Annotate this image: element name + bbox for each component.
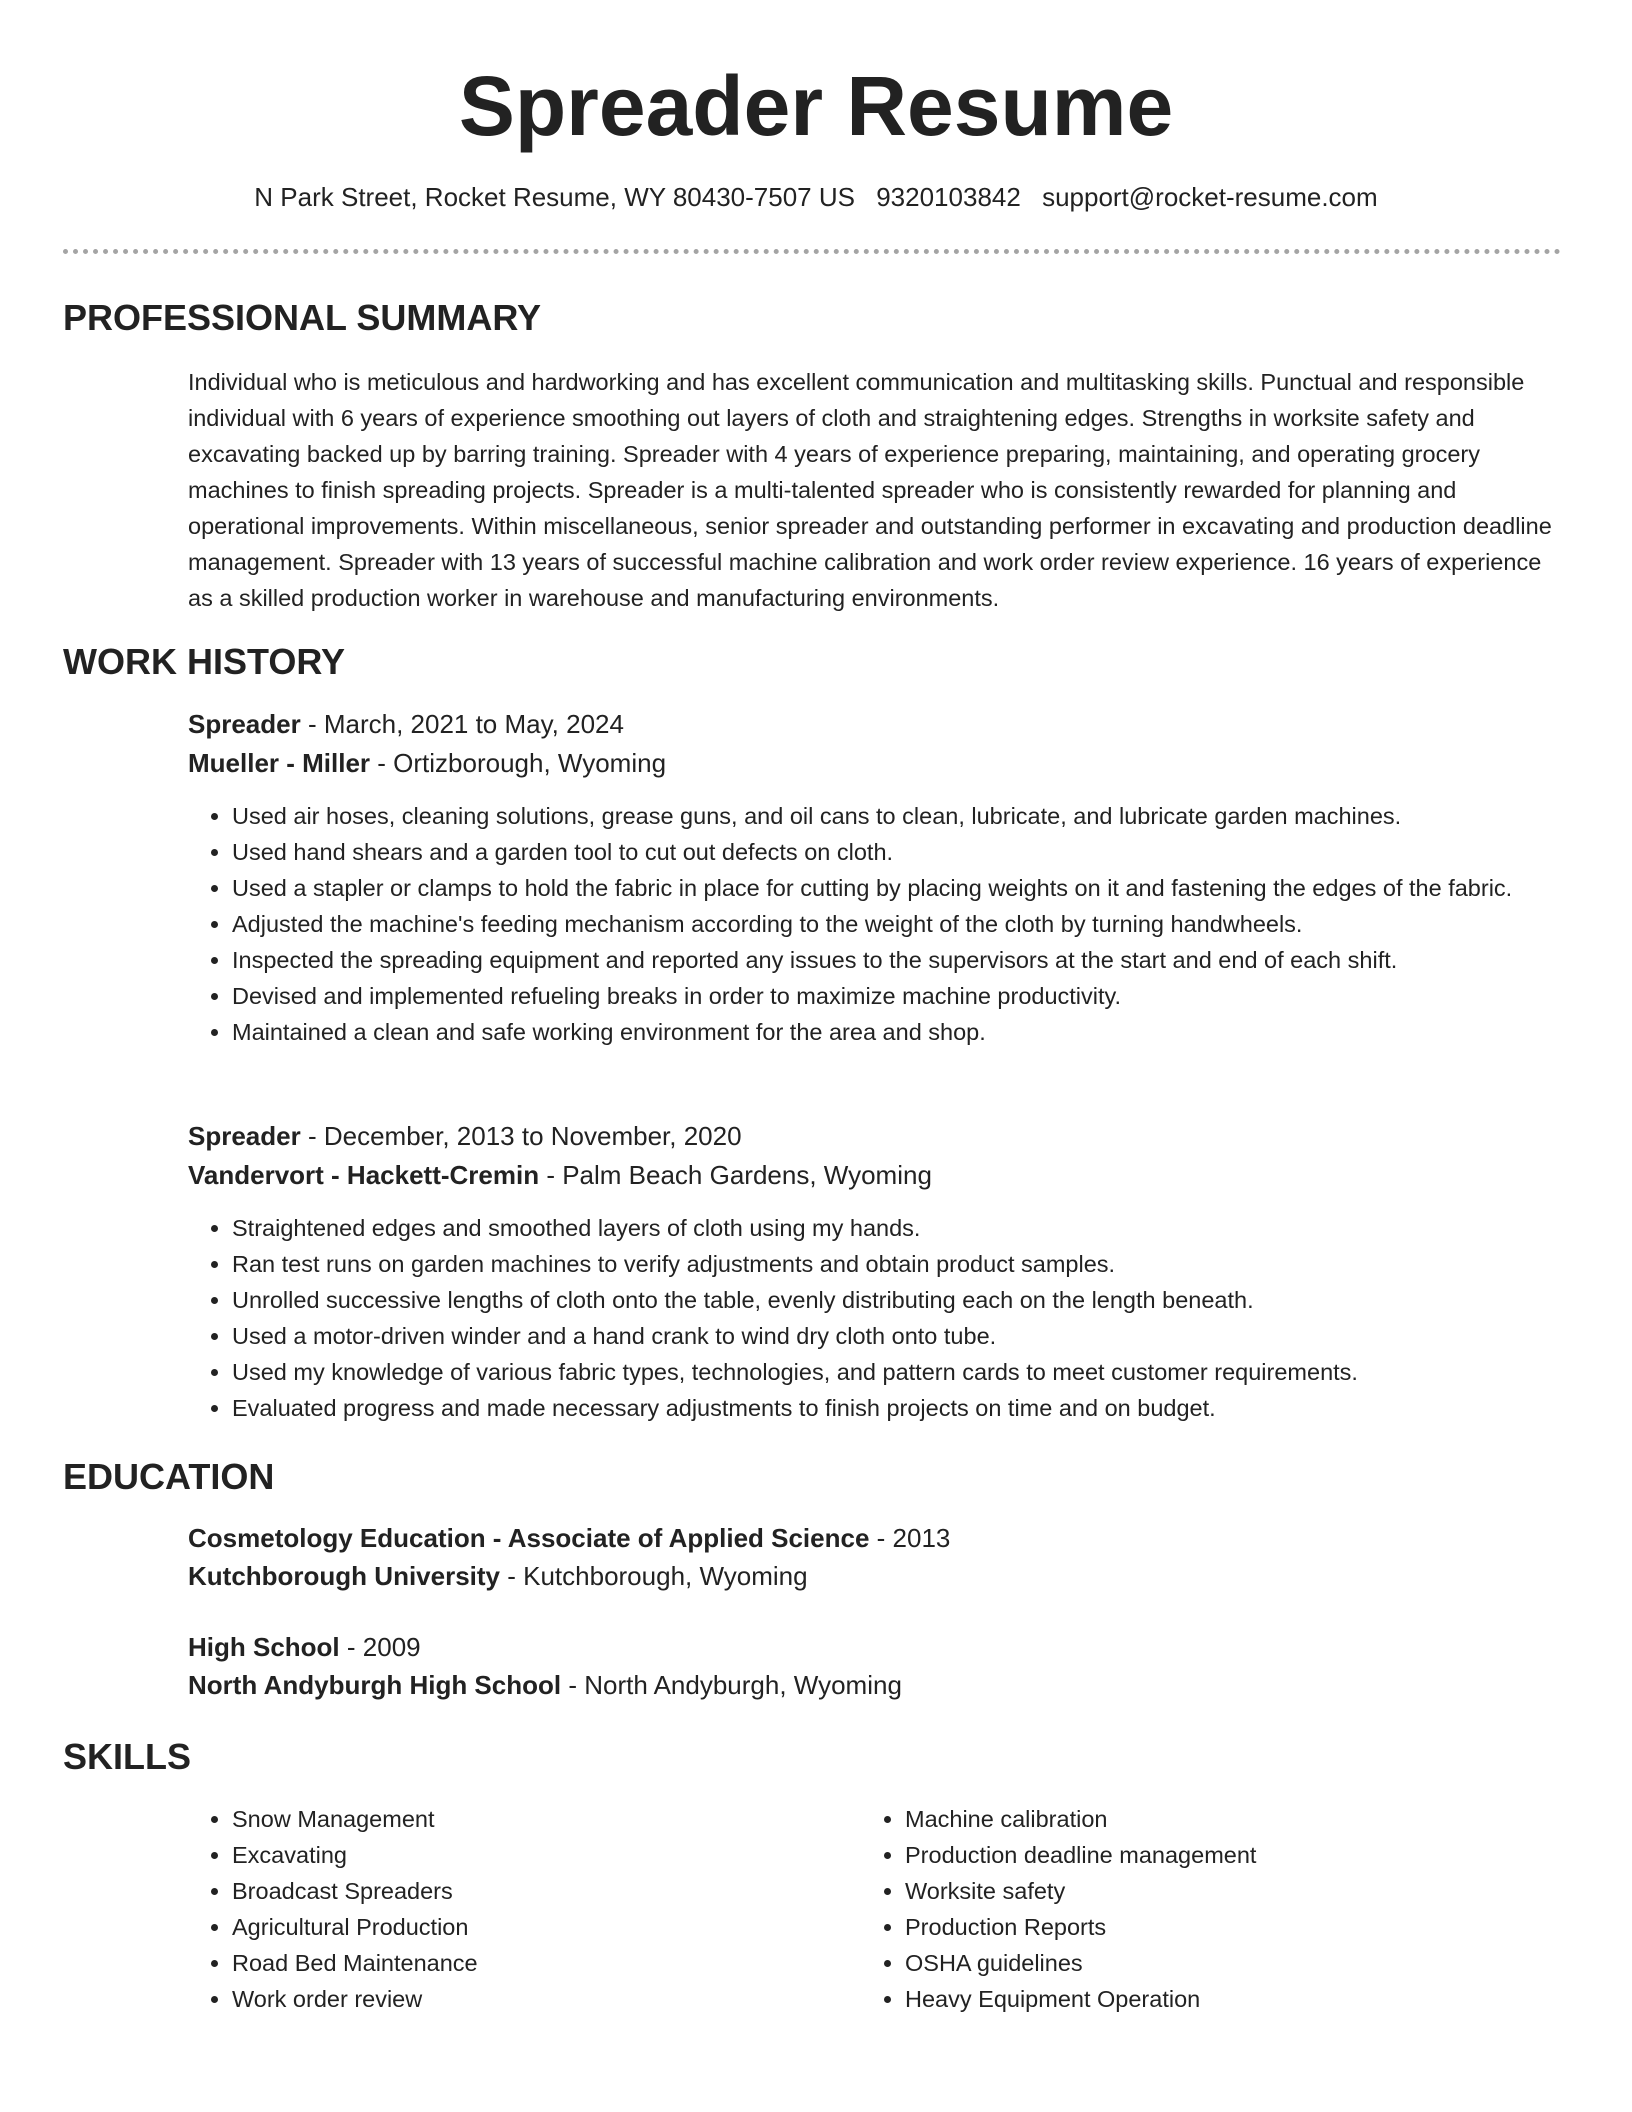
list-item: • Devised and implemented refueling breaks in order to maximize machine productivity. bbox=[232, 978, 1604, 1014]
education-location: - Kutchborough, Wyoming bbox=[500, 1561, 808, 1591]
job-location: - Ortizborough, Wyoming bbox=[370, 748, 667, 778]
list-item: • Excavating bbox=[232, 1837, 792, 1873]
list-item: • Adjusted the machine's feeding mechanism according to the weight of the cloth by turning handwheels. bbox=[232, 906, 1604, 942]
address-text: N Park Street, Rocket Resume, WY 80430-7507 US bbox=[254, 182, 855, 212]
education-degree-line bbox=[188, 1630, 421, 1664]
list-item: • OSHA guidelines bbox=[905, 1945, 1465, 1981]
education-school-line bbox=[188, 1559, 808, 1593]
list-item: • Used my knowledge of various fabric types, technologies, and pattern cards to meet customer requirements. bbox=[232, 1354, 1604, 1390]
page-title: Spreader Resume bbox=[458, 59, 1174, 153]
list-item: • Road Bed Maintenance bbox=[232, 1945, 792, 1981]
list-item: • Snow Management bbox=[232, 1801, 792, 1837]
phone-text: 9320103842 bbox=[876, 182, 1021, 212]
list-item: • Production Reports bbox=[905, 1909, 1465, 1945]
job-title: Spreader bbox=[188, 1121, 301, 1151]
contact-line bbox=[0, 180, 1632, 214]
header-divider bbox=[63, 249, 1561, 254]
section-heading-work-history: WORK HISTORY bbox=[63, 641, 346, 682]
list-item: • Used a stapler or clamps to hold the fabric in place for cutting by placing weights on it and fastening the edges of the fabric. bbox=[232, 870, 1604, 906]
list-item: • Used hand shears and a garden tool to cut out defects on cloth. bbox=[232, 834, 1604, 870]
education-year: - 2009 bbox=[339, 1632, 421, 1662]
list-item: • Ran test runs on garden machines to verify adjustments and obtain product samples. bbox=[232, 1246, 1604, 1282]
section-heading-skills: SKILLS bbox=[63, 1736, 192, 1777]
education-school: Kutchborough University bbox=[188, 1561, 501, 1591]
job-company-line bbox=[188, 1158, 932, 1192]
education-school-line bbox=[188, 1668, 902, 1702]
list-item: • Unrolled successive lengths of cloth onto the table, evenly distributing each on the length beneath. bbox=[232, 1282, 1604, 1318]
list-item: • Machine calibration bbox=[905, 1801, 1465, 1837]
job-duties-list bbox=[188, 1210, 1604, 1426]
list-item: • Production deadline management bbox=[905, 1837, 1465, 1873]
education-degree: Cosmetology Education - Associate of Applied Science bbox=[188, 1523, 870, 1553]
education-school: North Andyburgh High School bbox=[188, 1670, 562, 1700]
list-item: • Used air hoses, cleaning solutions, grease guns, and oil cans to clean, lubricate, and lubricate garden machines. bbox=[232, 798, 1604, 834]
job-dates: - December, 2013 to November, 2020 bbox=[300, 1121, 742, 1151]
summary-paragraph: Individual who is meticulous and hardworking and has excellent communication and multitasking skills. Punctual and responsible individual with 6 years of experience smoothing out layers of cloth and straightening edges. Strengths in worksite safety and excavating backed up by barring training. Spreader with 4 years of experience preparing, maintaining, and operating grocery machines to finish spreading projects. Spreader is a multi-talented spreader who is consistently rewarded for planning and operational improvements. Within miscellaneous, senior spreader and outstanding performer in excavating and production deadline management. Spreader with 13 years of successful machine calibration and work order review experience. 16 years of experience as a skilled production worker in warehouse and manufacturing environments. bbox=[188, 369, 1552, 611]
education-degree-line bbox=[188, 1521, 950, 1555]
job-company: Mueller - Miller bbox=[188, 748, 371, 778]
list-item: • Straightened edges and smoothed layers of cloth using my hands. bbox=[232, 1210, 1604, 1246]
skills-list-right bbox=[861, 1801, 1465, 2017]
job-company-line bbox=[188, 746, 666, 780]
list-item: • Agricultural Production bbox=[232, 1909, 792, 1945]
email-text: support@rocket-resume.com bbox=[1042, 182, 1378, 212]
list-item: • Inspected the spreading equipment and reported any issues to the supervisors at the start and end of each shift. bbox=[232, 942, 1604, 978]
list-item: • Work order review bbox=[232, 1981, 792, 2017]
job-title-line bbox=[188, 1119, 742, 1153]
job-company: Vandervort - Hackett-Cremin bbox=[188, 1160, 540, 1190]
job-title-line bbox=[188, 707, 624, 741]
job-title: Spreader bbox=[188, 709, 301, 739]
section-heading-education: EDUCATION bbox=[63, 1456, 275, 1497]
list-item: • Broadcast Spreaders bbox=[232, 1873, 792, 1909]
list-item: • Used a motor-driven winder and a hand crank to wind dry cloth onto tube. bbox=[232, 1318, 1604, 1354]
list-item: • Evaluated progress and made necessary adjustments to finish projects on time and on budget. bbox=[232, 1390, 1604, 1426]
list-item: • Heavy Equipment Operation bbox=[905, 1981, 1465, 2017]
job-location: - Palm Beach Gardens, Wyoming bbox=[539, 1160, 932, 1190]
job-duties-list bbox=[188, 798, 1604, 1050]
section-heading-summary: PROFESSIONAL SUMMARY bbox=[63, 297, 542, 338]
list-item: • Worksite safety bbox=[905, 1873, 1465, 1909]
education-year: - 2013 bbox=[869, 1523, 951, 1553]
job-dates: - March, 2021 to May, 2024 bbox=[300, 709, 624, 739]
skills-list-left bbox=[188, 1801, 792, 2017]
education-degree: High School bbox=[188, 1632, 340, 1662]
list-item: • Maintained a clean and safe working environment for the area and shop. bbox=[232, 1014, 1604, 1050]
education-location: - North Andyburgh, Wyoming bbox=[561, 1670, 902, 1700]
